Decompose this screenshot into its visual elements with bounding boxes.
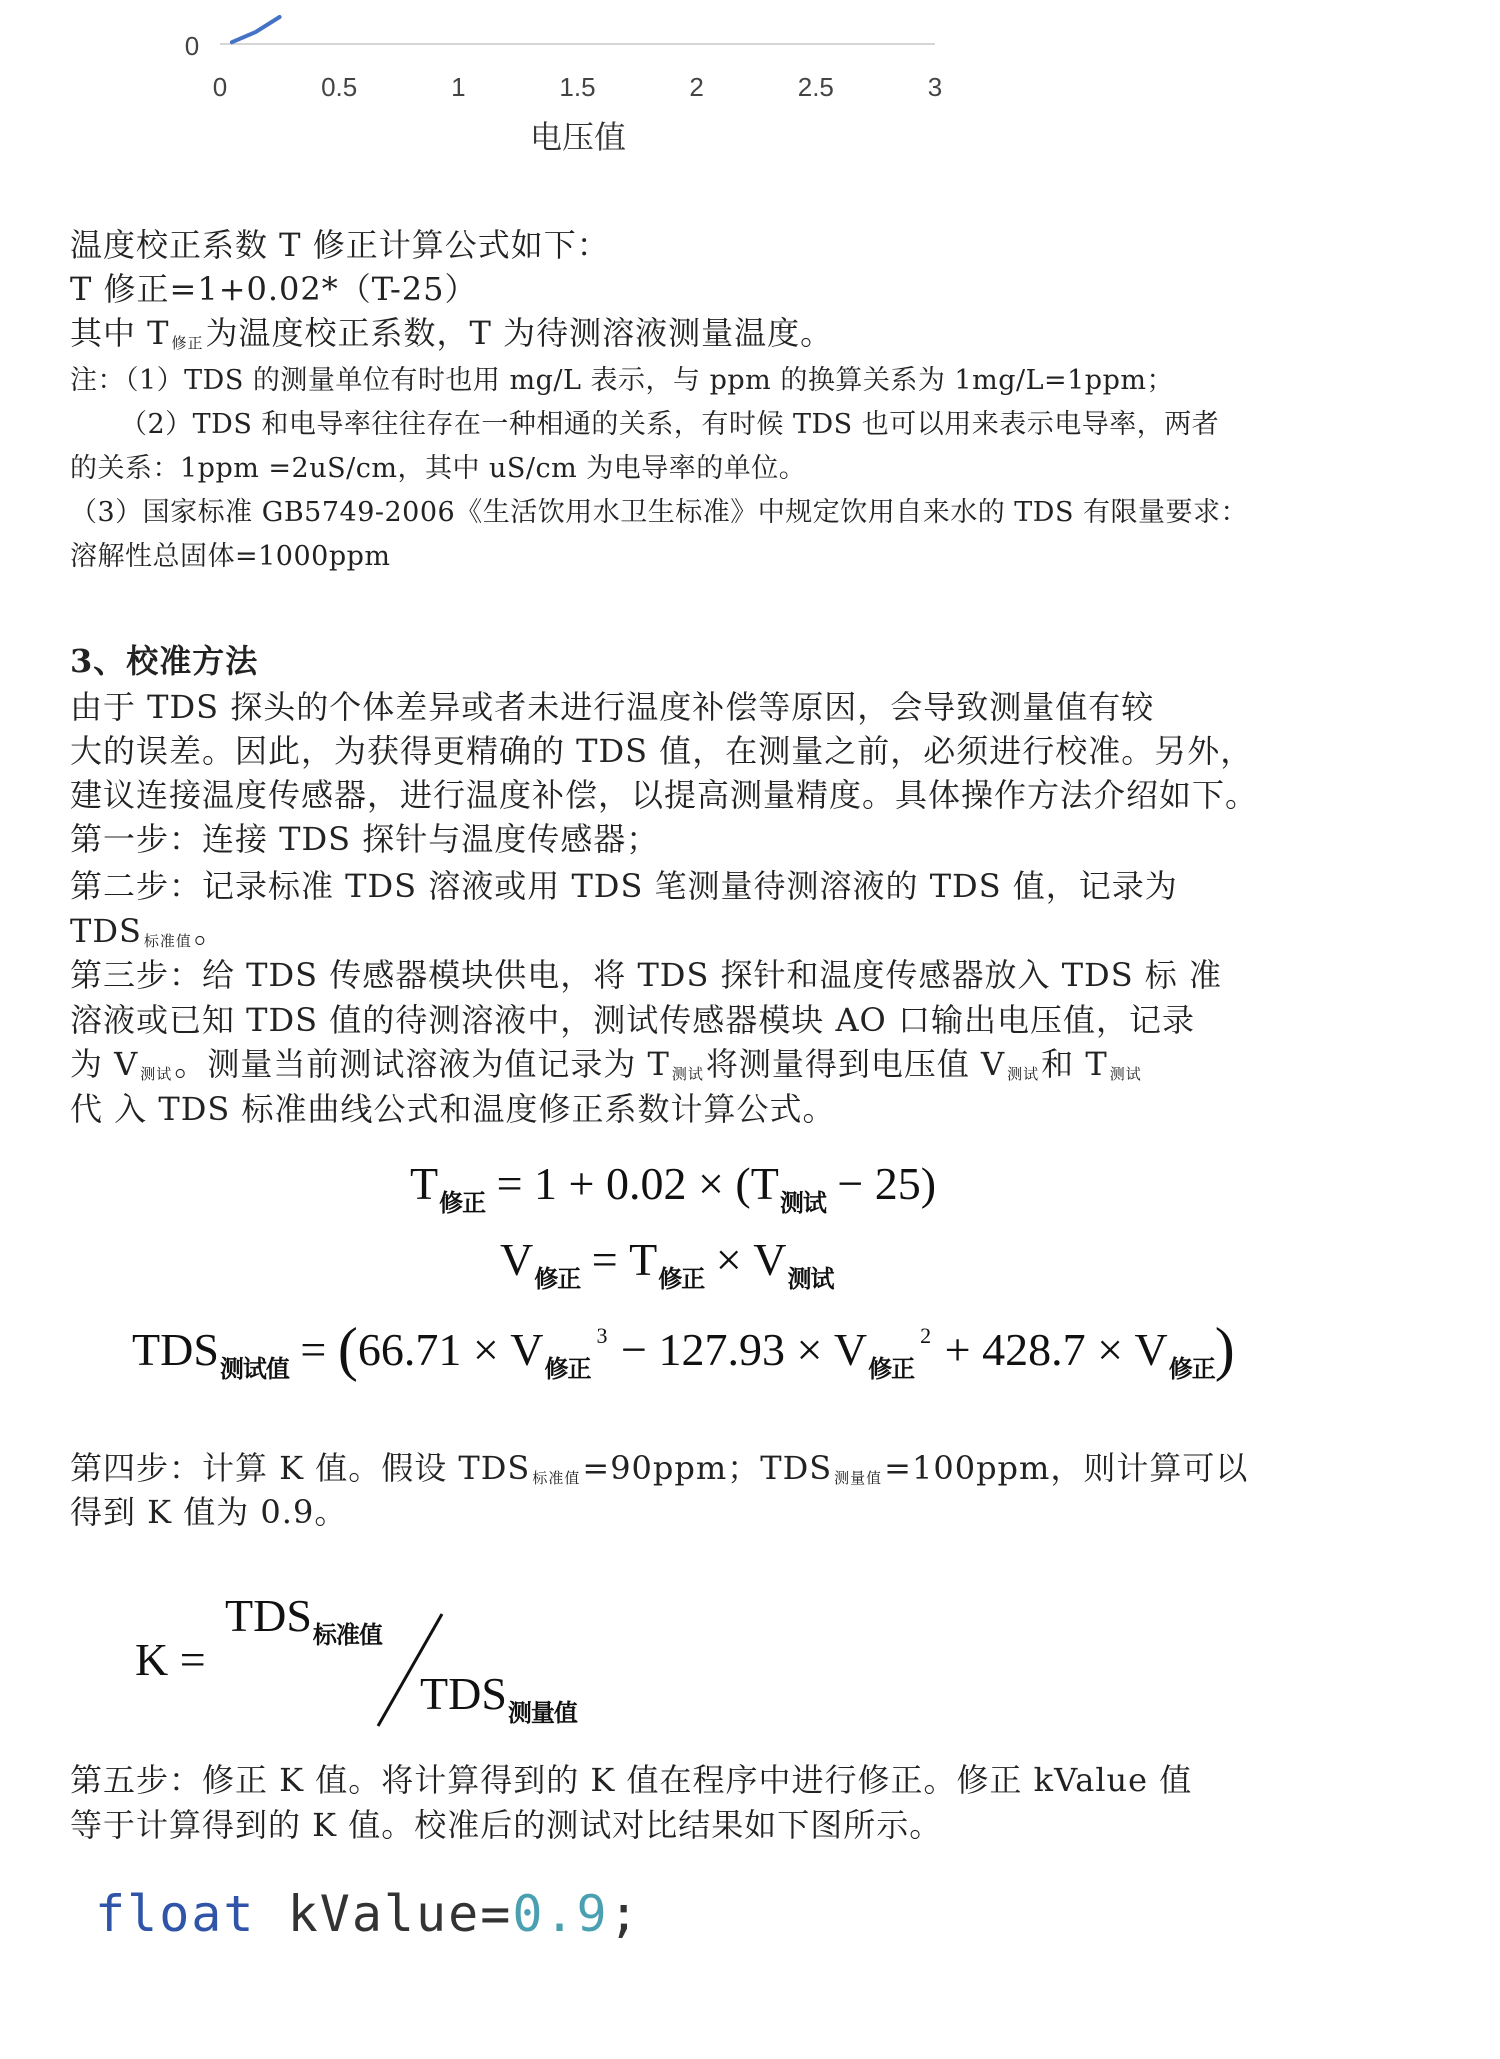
code-snippet: [95, 1882, 641, 1946]
f3-close-paren: ): [1214, 1316, 1235, 1382]
step-3-c: 将测量得到电压值 V: [705, 1045, 1006, 1083]
k-den-sub: 测量值: [507, 1701, 577, 1727]
note-2-line-1: （2）TDS 和电导率往往存在一种相通的关系，有时候 TDS 也可以用来表示电导率，两者: [120, 409, 1220, 440]
section-heading: 3、校准方法: [70, 642, 259, 680]
step-3-line-1: 第三步：给 TDS 传感器模块供电，将 TDS 探针和温度传感器放入 TDS 标 准: [70, 956, 1222, 994]
temp-explain-post: 为温度校正系数，T 为待测溶液测量温度。: [205, 314, 834, 352]
f2-sub-2: 修正: [658, 1267, 705, 1293]
step-2-end: 。: [193, 912, 227, 950]
code-semicolon: ;: [608, 1885, 641, 1943]
formula-v-correction: [500, 1232, 833, 1308]
step-3-line-2: 溶液或已知 TDS 值的待测溶液中，测试传感器模块 AO 口输出电压值，记录: [70, 1001, 1195, 1039]
f3-c3: + 428.7 × V: [933, 1324, 1168, 1375]
step-2-line-1: 第二步：记录标准 TDS 溶液或用 TDS 笔测量待测溶液的 TDS 值，记录为: [70, 867, 1178, 905]
step-4-line-2: 得到 K 值为 0.9。: [70, 1493, 348, 1531]
code-keyword: float: [95, 1885, 256, 1943]
temp-explain: [70, 313, 833, 363]
step-3-sub-4: 测试: [1109, 1065, 1142, 1083]
formula-k: [130, 1580, 650, 1740]
step-4-a: 第四步：计算 K 值。假设 TDS: [70, 1449, 531, 1487]
k-numerator: [225, 1588, 382, 1664]
k-num-tds: TDS: [225, 1590, 312, 1641]
f3-sub-3: 修正: [1168, 1357, 1215, 1383]
f1-sub-2: 测试: [779, 1191, 826, 1217]
x-tick-label: 2.5: [797, 72, 834, 102]
note-1: 注：（1）TDS 的测量单位有时也用 mg/L 表示，与 ppm 的换算关系为 1mg/L=1ppm；: [70, 365, 1174, 396]
step-5-line-1: 第五步：修正 K 值。将计算得到的 K 值在程序中进行修正。修正 kValue 值: [70, 1761, 1193, 1799]
step-3-sub-1: 测试: [140, 1065, 173, 1083]
f3-sub: 测试值: [219, 1357, 289, 1383]
f3-c1: 66.71 × V: [357, 1324, 544, 1375]
step-4-b: =90ppm；TDS: [582, 1449, 833, 1487]
f3-tds: TDS: [132, 1324, 219, 1375]
k-lhs: K =: [135, 1634, 206, 1685]
temp-intro: 温度校正系数 T 修正计算公式如下：: [70, 226, 610, 264]
f3-sub-2: 修正: [868, 1357, 915, 1383]
x-tick-label: 0: [212, 72, 228, 102]
step-5-line-2: 等于计算得到的 K 值。校准后的测试对比结果如下图所示。: [70, 1806, 943, 1844]
f3-exp-2: 2: [920, 1323, 932, 1348]
f2-sub-3: 测试: [787, 1267, 834, 1293]
step-2-line-2: [70, 911, 227, 961]
x-tick-label: 1: [451, 72, 466, 102]
x-tick-labels: [213, 72, 942, 102]
f3-c2: − 127.93 × V: [609, 1324, 868, 1375]
note-3-line-1: （3）国家标准 GB5749-2006《生活饮用水卫生标准》中规定饮用自来水的 TDS 有限量要求：: [70, 497, 1249, 528]
f1-t: T: [410, 1158, 439, 1209]
calibration-p1-line-3: 建议连接温度传感器，进行温度补偿，以提高测量精度。具体操作方法介绍如下。: [70, 776, 1259, 814]
k-num-sub: 标准值: [312, 1623, 382, 1649]
chart-fragment: [0, 0, 1500, 170]
x-tick-label: 1.5: [559, 72, 596, 102]
step-3-a: 为 V: [70, 1045, 139, 1083]
step-3-sub-2: 测试: [671, 1065, 704, 1083]
f3-open-paren: (: [337, 1316, 358, 1382]
formula-tds: [132, 1308, 1235, 1398]
f1-rest-a: = 1 + 0.02 × (T: [485, 1158, 779, 1209]
code-identifier: kValue=: [255, 1885, 513, 1943]
temp-formula-line: T 修正=1+0.02*（T-25）: [70, 270, 478, 308]
f2-mid-2: × V: [704, 1234, 787, 1285]
y-tick-label: 0: [184, 31, 200, 61]
step-1: 第一步：连接 TDS 探针与温度传感器；: [70, 820, 660, 858]
step-3-line-3: [70, 1044, 1144, 1094]
step-2-tds: TDS: [70, 912, 142, 950]
k-den-tds: TDS: [420, 1668, 507, 1719]
f2-v: V: [500, 1234, 534, 1285]
note-3-line-2: 溶解性总固体=1000ppm: [70, 541, 391, 572]
x-tick-label: 0.5: [321, 72, 358, 102]
f3-exp-1: 3: [596, 1323, 608, 1348]
f3-eq: =: [288, 1324, 338, 1375]
f2-sub: 修正: [534, 1267, 581, 1293]
step-4-line-1: [70, 1448, 1248, 1498]
calibration-p1-line-1: 由于 TDS 探头的个体差异或者未进行温度补偿等原因，会导致测量值有较: [70, 688, 1155, 726]
code-number: 0.9: [512, 1885, 609, 1943]
step-4-sub-1: 标准值: [532, 1469, 581, 1487]
k-denominator: [420, 1666, 577, 1742]
step-3-d: 和 T: [1041, 1045, 1108, 1083]
f1-rest-b: − 25): [825, 1158, 937, 1209]
calibration-p1-line-2: 大的误差。因此，为获得更精确的 TDS 值，在测量之前，必须进行校准。另外，: [70, 732, 1254, 770]
step-3-sub-3: 测试: [1007, 1065, 1040, 1083]
step-4-sub-2: 测量值: [834, 1469, 883, 1487]
temp-explain-pre: 其中 T: [70, 314, 170, 352]
series-line: [232, 17, 280, 42]
f2-mid: = T: [580, 1234, 658, 1285]
f1-sub: 修正: [439, 1191, 486, 1217]
note-2-line-2: 的关系：1ppm =2uS/cm，其中 uS/cm 为电导率的单位。: [70, 453, 807, 484]
temp-explain-sub: 修正: [171, 334, 204, 352]
step-3-line-4: 代 入 TDS 标准曲线公式和温度修正系数计算公式。: [70, 1090, 836, 1128]
f3-sub-1: 修正: [544, 1357, 591, 1383]
x-axis-label: 电压值: [529, 118, 627, 156]
step-4-c: =100ppm，则计算可以: [884, 1449, 1249, 1487]
formula-t-correction: [410, 1156, 936, 1232]
step-2-sub: 标准值: [143, 932, 192, 950]
x-tick-label: 3: [927, 72, 943, 102]
step-3-b: 。测量当前测试溶液为值记录为 T: [174, 1045, 670, 1083]
x-tick-label: 2: [689, 72, 704, 102]
